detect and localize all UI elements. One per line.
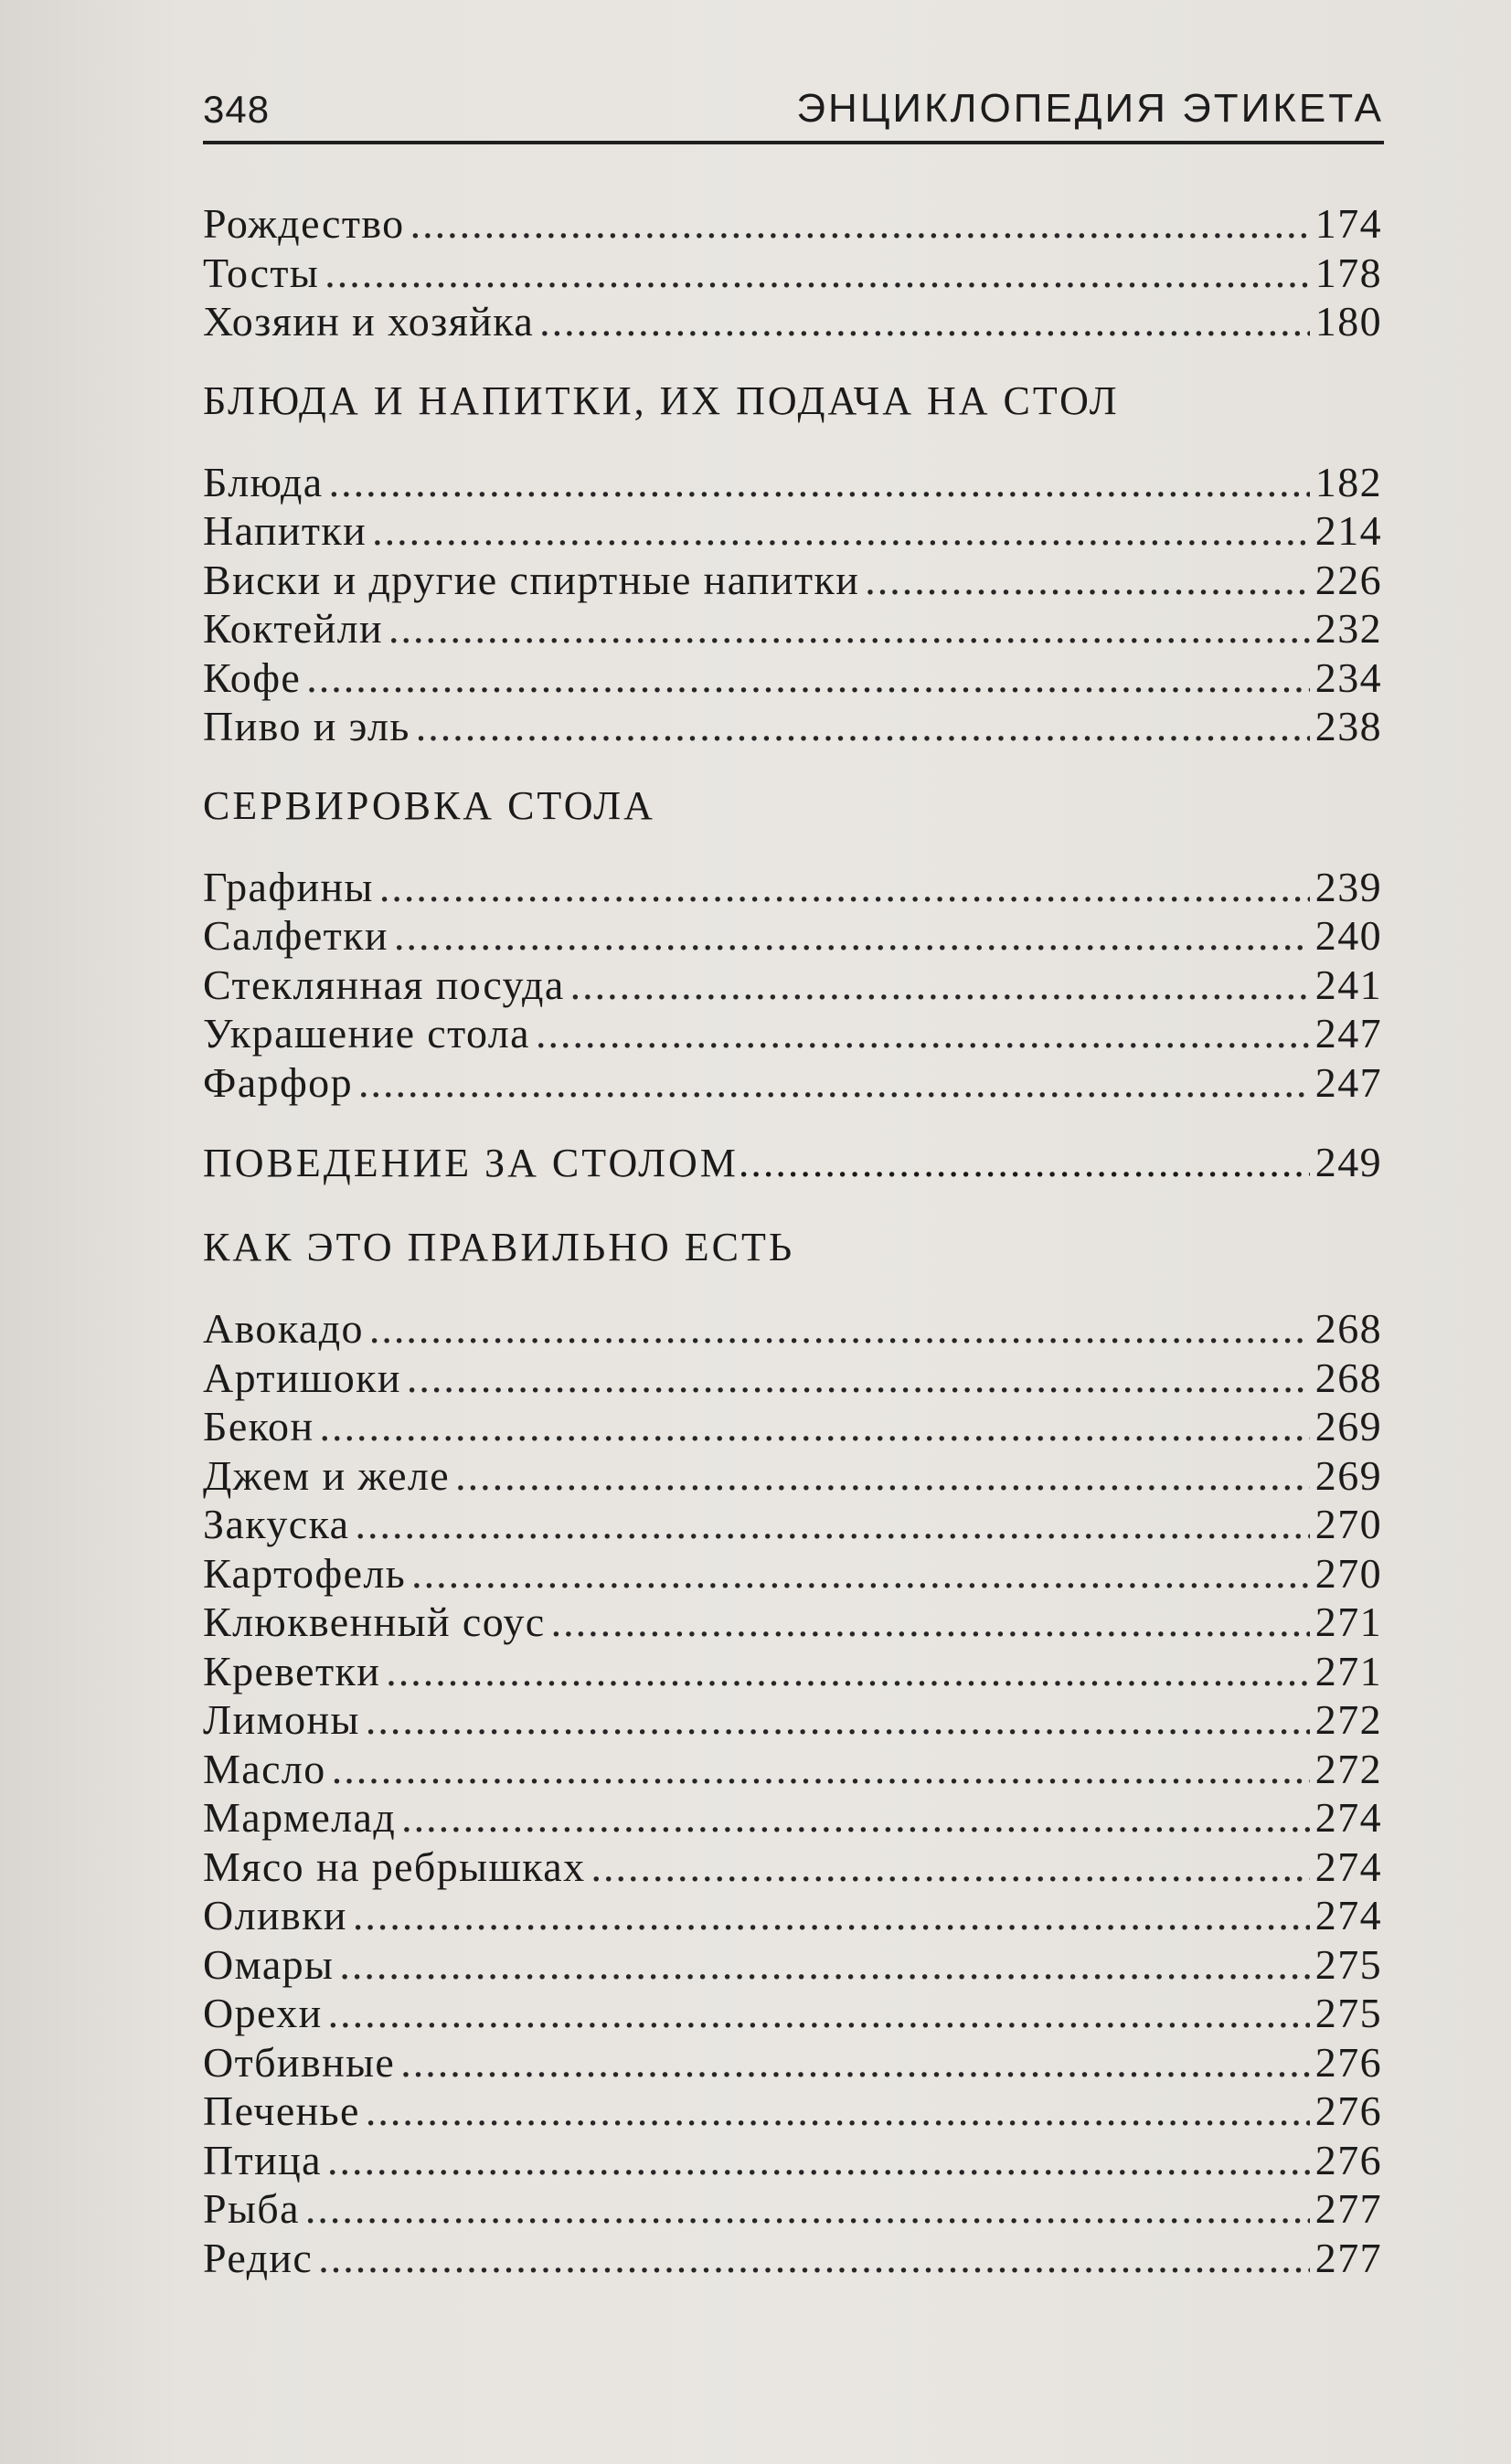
dot-leader bbox=[865, 556, 1310, 604]
entry-title: Напитки bbox=[203, 507, 367, 554]
toc-entry bbox=[203, 702, 1382, 751]
toc-entry bbox=[203, 1549, 1382, 1598]
dot-leader bbox=[332, 1745, 1310, 1793]
entry-page-number: 241 bbox=[1314, 961, 1382, 1008]
toc-entry bbox=[203, 506, 1382, 556]
toc-entry bbox=[203, 1451, 1382, 1501]
page-number: 348 bbox=[203, 88, 271, 131]
dot-leader bbox=[379, 863, 1310, 911]
dot-leader bbox=[366, 2087, 1310, 2135]
toc-entry bbox=[203, 1891, 1382, 1940]
toc-entry bbox=[203, 1402, 1382, 1451]
entry-page-number: 275 bbox=[1314, 1940, 1382, 1988]
entry-title: Креветки bbox=[203, 1647, 381, 1694]
toc-entry bbox=[203, 1793, 1382, 1843]
toc-entry bbox=[203, 2184, 1382, 2234]
table-of-contents bbox=[203, 199, 1382, 2282]
dot-leader bbox=[305, 2184, 1310, 2233]
header-rule bbox=[203, 141, 1384, 144]
dot-leader bbox=[411, 1549, 1310, 1598]
entry-page-number: 271 bbox=[1314, 1647, 1382, 1694]
dot-leader bbox=[327, 2136, 1310, 2184]
dot-leader bbox=[591, 1843, 1310, 1891]
entry-title: Хозяин и хозяйка bbox=[203, 298, 535, 345]
dot-leader bbox=[366, 1695, 1310, 1744]
dot-leader bbox=[325, 249, 1310, 297]
toc-entry bbox=[203, 1647, 1382, 1696]
entry-page-number: 271 bbox=[1314, 1598, 1382, 1645]
entry-page-number: 274 bbox=[1314, 1892, 1382, 1938]
entry-title: Печенье bbox=[203, 2087, 360, 2134]
entry-title: Отбивные bbox=[203, 2038, 396, 2086]
toc-entry bbox=[203, 961, 1382, 1010]
entry-title: Лимоны bbox=[203, 1696, 360, 1743]
running-title: ЭНЦИКЛОПЕДИЯ ЭТИКЕТА bbox=[796, 86, 1384, 131]
section-page-number: 249 bbox=[1314, 1139, 1382, 1185]
toc-entry bbox=[203, 1500, 1382, 1549]
entry-page-number: 276 bbox=[1314, 2087, 1382, 2134]
entry-title: Орехи bbox=[203, 1990, 323, 2036]
toc-entry bbox=[203, 1989, 1382, 2038]
dot-leader bbox=[386, 1647, 1310, 1695]
entry-page-number: 226 bbox=[1314, 556, 1382, 603]
entry-page-number: 277 bbox=[1314, 2185, 1382, 2232]
dot-leader bbox=[416, 702, 1310, 750]
entry-page-number: 239 bbox=[1314, 863, 1382, 910]
toc-entry bbox=[203, 2087, 1382, 2136]
entry-title: Закуска bbox=[203, 1501, 350, 1547]
toc-entry bbox=[203, 1598, 1382, 1647]
entry-page-number: 232 bbox=[1314, 605, 1382, 652]
entry-page-number: 240 bbox=[1314, 912, 1382, 959]
entry-page-number: 275 bbox=[1314, 1990, 1382, 2036]
entry-page-number: 272 bbox=[1314, 1745, 1382, 1792]
toc-section bbox=[203, 199, 1382, 346]
entry-title: Стеклянная посуда bbox=[203, 961, 565, 1008]
toc-entry bbox=[203, 458, 1382, 507]
entry-title: Птица bbox=[203, 2136, 322, 2183]
toc-entry bbox=[203, 1304, 1382, 1354]
dot-leader bbox=[407, 1354, 1310, 1402]
entry-page-number: 174 bbox=[1314, 200, 1382, 247]
entry-page-number: 238 bbox=[1314, 703, 1382, 749]
dot-leader bbox=[358, 1058, 1310, 1107]
dot-leader bbox=[400, 2038, 1310, 2087]
entry-title: Оливки bbox=[203, 1892, 347, 1938]
entry-title: Редис bbox=[203, 2234, 314, 2281]
entry-page-number: 247 bbox=[1314, 1010, 1382, 1057]
toc-entry bbox=[203, 1354, 1382, 1403]
dot-leader bbox=[319, 1402, 1309, 1450]
toc-entry bbox=[203, 2234, 1382, 2283]
dot-leader bbox=[372, 506, 1310, 555]
entry-title: Графины bbox=[203, 863, 374, 910]
entry-page-number: 269 bbox=[1314, 1451, 1382, 1499]
entry-title: Фарфор bbox=[203, 1058, 353, 1106]
toc-section bbox=[203, 1224, 1382, 2282]
entry-page-number: 268 bbox=[1314, 1305, 1382, 1352]
toc-entry bbox=[203, 604, 1382, 653]
section-heading-text: БЛЮДА И НАПИТКИ, ИХ ПОДАЧА НА СТОЛ bbox=[203, 377, 1120, 423]
section-heading bbox=[203, 782, 1382, 837]
toc-entry bbox=[203, 556, 1382, 605]
toc-entry bbox=[203, 863, 1382, 912]
entry-page-number: 272 bbox=[1314, 1696, 1382, 1743]
entry-title: Джем и желе bbox=[203, 1451, 451, 1499]
entry-page-number: 276 bbox=[1314, 2136, 1382, 2183]
dot-leader bbox=[306, 653, 1310, 702]
dot-leader bbox=[570, 961, 1310, 1009]
dot-leader bbox=[353, 1891, 1310, 1939]
entry-title: Картофель bbox=[203, 1549, 407, 1597]
dot-leader bbox=[339, 1940, 1309, 1989]
dot-leader bbox=[455, 1451, 1310, 1500]
entry-page-number: 178 bbox=[1314, 249, 1382, 296]
toc-entry bbox=[203, 2038, 1382, 2087]
entry-title: Коктейли bbox=[203, 605, 384, 652]
dot-leader bbox=[410, 199, 1310, 248]
entry-title: Рождество bbox=[203, 200, 405, 247]
toc-entry bbox=[203, 1695, 1382, 1745]
entry-title: Пиво и эль bbox=[203, 703, 410, 749]
toc-entry bbox=[203, 2136, 1382, 2185]
entry-page-number: 180 bbox=[1314, 298, 1382, 345]
toc-entry bbox=[203, 653, 1382, 703]
entry-title: Салфетки bbox=[203, 912, 388, 959]
entry-title: Виски и другие спиртные напитки bbox=[203, 556, 860, 603]
toc-entry bbox=[203, 1745, 1382, 1794]
section-heading bbox=[203, 377, 1382, 432]
dot-leader bbox=[539, 297, 1310, 345]
entry-title: Рыба bbox=[203, 2185, 300, 2232]
dot-leader bbox=[318, 2234, 1310, 2282]
entry-title: Омары bbox=[203, 1940, 335, 1988]
toc-section bbox=[203, 377, 1382, 751]
toc-section bbox=[203, 1138, 1382, 1193]
entry-page-number: 269 bbox=[1314, 1403, 1382, 1450]
entry-title: Мясо на ребрышках bbox=[203, 1843, 586, 1890]
dot-leader bbox=[369, 1304, 1310, 1353]
dot-leader bbox=[536, 1009, 1310, 1057]
section-heading bbox=[203, 1224, 1382, 1279]
entry-title: Блюда bbox=[203, 458, 324, 505]
entry-title: Мармелад bbox=[203, 1794, 397, 1841]
entry-page-number: 182 bbox=[1314, 458, 1382, 505]
entry-title: Авокадо bbox=[203, 1305, 364, 1352]
dot-leader bbox=[355, 1500, 1309, 1548]
entry-title: Украшение стола bbox=[203, 1010, 530, 1057]
entry-title: Масло bbox=[203, 1745, 326, 1792]
toc-section bbox=[203, 782, 1382, 1108]
dot-leader bbox=[329, 458, 1310, 506]
toc-entry bbox=[203, 1009, 1382, 1058]
dot-leader bbox=[328, 1989, 1310, 2037]
entry-title: Артишоки bbox=[203, 1354, 401, 1401]
entry-page-number: 270 bbox=[1314, 1549, 1382, 1597]
entry-title: Тосты bbox=[203, 249, 320, 296]
entry-page-number: 274 bbox=[1314, 1843, 1382, 1890]
entry-page-number: 277 bbox=[1314, 2234, 1382, 2281]
entry-page-number: 247 bbox=[1314, 1058, 1382, 1106]
toc-entry bbox=[203, 1940, 1382, 1990]
section-heading bbox=[203, 1138, 1382, 1193]
section-heading-text: КАК ЭТО ПРАВИЛЬНО ЕСТЬ bbox=[203, 1225, 795, 1269]
section-heading-text: СЕРВИРОВКА СТОЛА bbox=[203, 782, 655, 828]
toc-entry bbox=[203, 199, 1382, 249]
entry-page-number: 276 bbox=[1314, 2038, 1382, 2086]
toc-entry bbox=[203, 1843, 1382, 1892]
toc-entry bbox=[203, 1058, 1382, 1108]
entry-title: Клюквенный соус bbox=[203, 1598, 546, 1645]
entry-title: Кофе bbox=[203, 653, 302, 701]
dot-leader bbox=[388, 604, 1310, 653]
dot-leader bbox=[401, 1793, 1310, 1842]
entry-page-number: 214 bbox=[1314, 507, 1382, 554]
section-heading-text: ПОВЕДЕНИЕ ЗА СТОЛОМ bbox=[203, 1141, 739, 1185]
entry-page-number: 274 bbox=[1314, 1794, 1382, 1841]
entry-page-number: 234 bbox=[1314, 653, 1382, 701]
entry-title: Бекон bbox=[203, 1403, 314, 1450]
toc-entry bbox=[203, 297, 1382, 346]
page-header bbox=[203, 79, 1384, 137]
entry-page-number: 270 bbox=[1314, 1501, 1382, 1547]
toc-entry bbox=[203, 249, 1382, 298]
dot-leader bbox=[739, 1138, 1310, 1186]
toc-entry bbox=[203, 911, 1382, 961]
dot-leader bbox=[394, 911, 1310, 960]
dot-leader bbox=[551, 1598, 1310, 1646]
entry-page-number: 268 bbox=[1314, 1354, 1382, 1401]
